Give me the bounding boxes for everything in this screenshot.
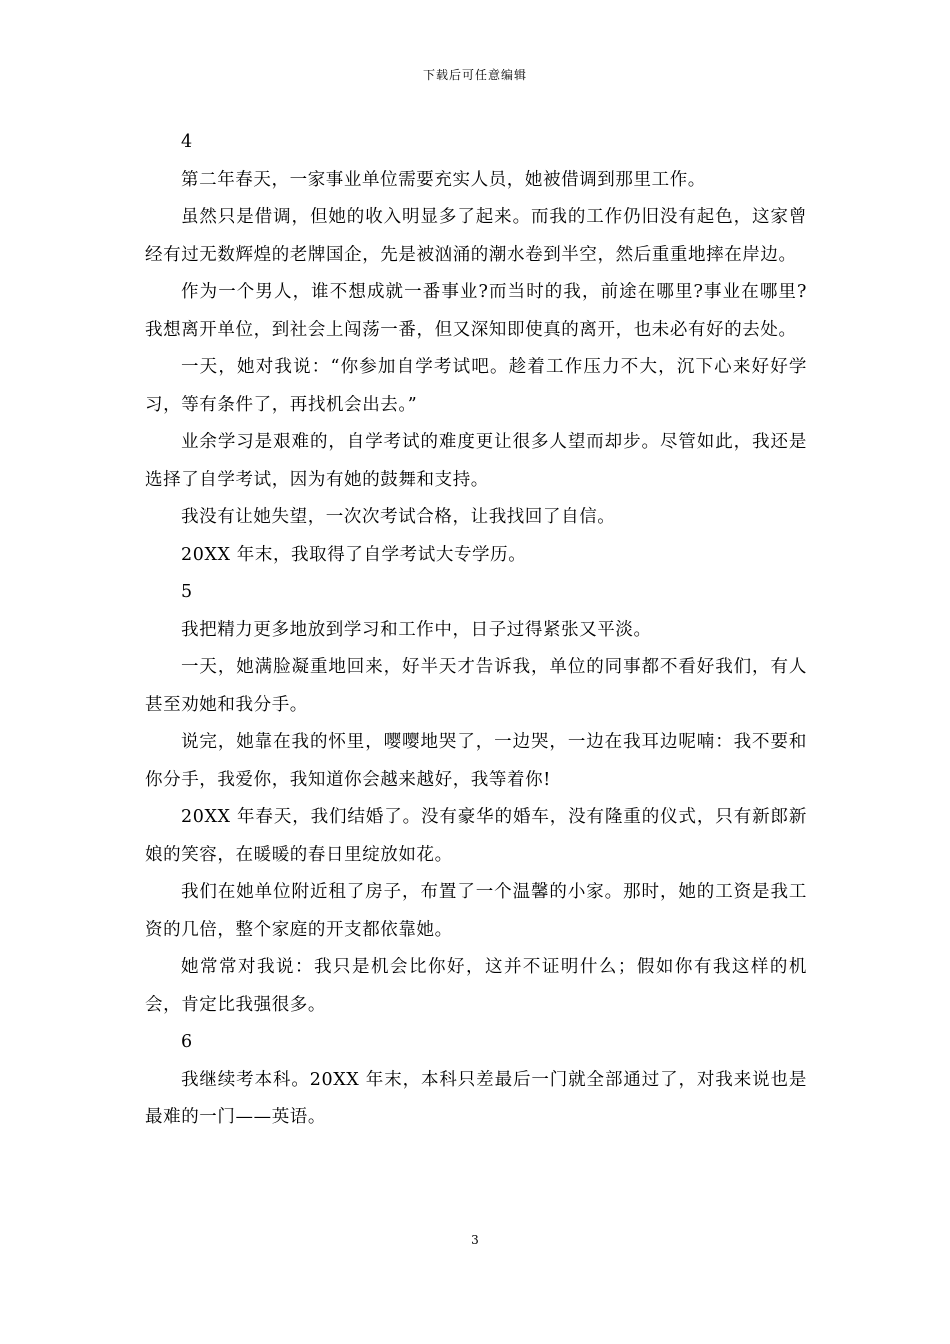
document-body bbox=[145, 124, 807, 1137]
paragraph: 一天，她满脸凝重地回来，好半天才告诉我，单位的同事都不看好我们，有人甚至劝她和我分手。 bbox=[145, 657, 807, 715]
paragraph: 一天，她对我说：“你参加自学考试吧。趁着工作压力不大，沉下心来好好学习，等有条件了，再找机会出去。” bbox=[145, 357, 807, 415]
section-number: 4 bbox=[181, 132, 193, 152]
paragraph: 我把精力更多地放到学习和工作中，日子过得紧张又平淡。 bbox=[181, 619, 652, 640]
paragraph: 第二年春天，一家事业单位需要充实人员，她被借调到那里工作。 bbox=[181, 169, 706, 190]
paragraph: 虽然只是借调，但她的收入明显多了起来。而我的工作仍旧没有起色，这家曾经有过无数辉煌的老牌国企，先是被汹涌的潮水卷到半空，然后重重地摔在岸边。 bbox=[145, 207, 807, 265]
page-header: 下载后可任意编辑 bbox=[422, 68, 527, 82]
paragraph: 我没有让她失望，一次次考试合格，让我找回了自信。 bbox=[181, 507, 616, 527]
paragraph: 我继续考本科。20XX 年末，本科只差最后一门就全部通过了，对我来说也是最难的一门——英语。 bbox=[145, 1069, 807, 1127]
page-number: 3 bbox=[471, 1233, 479, 1247]
paragraph: 业余学习是艰难的，自学考试的难度更让很多人望而却步。尽管如此，我还是选择了自学考试，因为有她的鼓舞和支持。 bbox=[145, 432, 807, 490]
section-number: 6 bbox=[181, 1032, 193, 1052]
paragraph: 作为一个男人，谁不想成就一番事业?而当时的我，前途在哪里?事业在哪里?我想离开单位，到社会上闯荡一番，但又深知即使真的离开，也未必有好的去处。 bbox=[145, 282, 807, 340]
paragraph: 我们在她单位附近租了房子，布置了一个温馨的小家。那时，她的工资是我工资的几倍，整个家庭的开支都依靠她。 bbox=[145, 882, 807, 940]
paragraph: 她常常对我说：我只是机会比你好，这并不证明什么；假如你有我这样的机会，肯定比我强很多。 bbox=[145, 957, 807, 1015]
section-number: 5 bbox=[181, 582, 193, 602]
paragraph: 20XX 年春天，我们结婚了。没有豪华的婚车，没有隆重的仪式，只有新郎新娘的笑容，在暖暖的春日里绽放如花。 bbox=[145, 807, 807, 865]
paragraph: 20XX 年末，我取得了自学考试大专学历。 bbox=[181, 544, 527, 565]
paragraph: 说完，她靠在我的怀里，嘤嘤地哭了，一边哭，一边在我耳边呢喃：我不要和你分手，我爱你，我知道你会越来越好，我等着你! bbox=[145, 732, 807, 790]
